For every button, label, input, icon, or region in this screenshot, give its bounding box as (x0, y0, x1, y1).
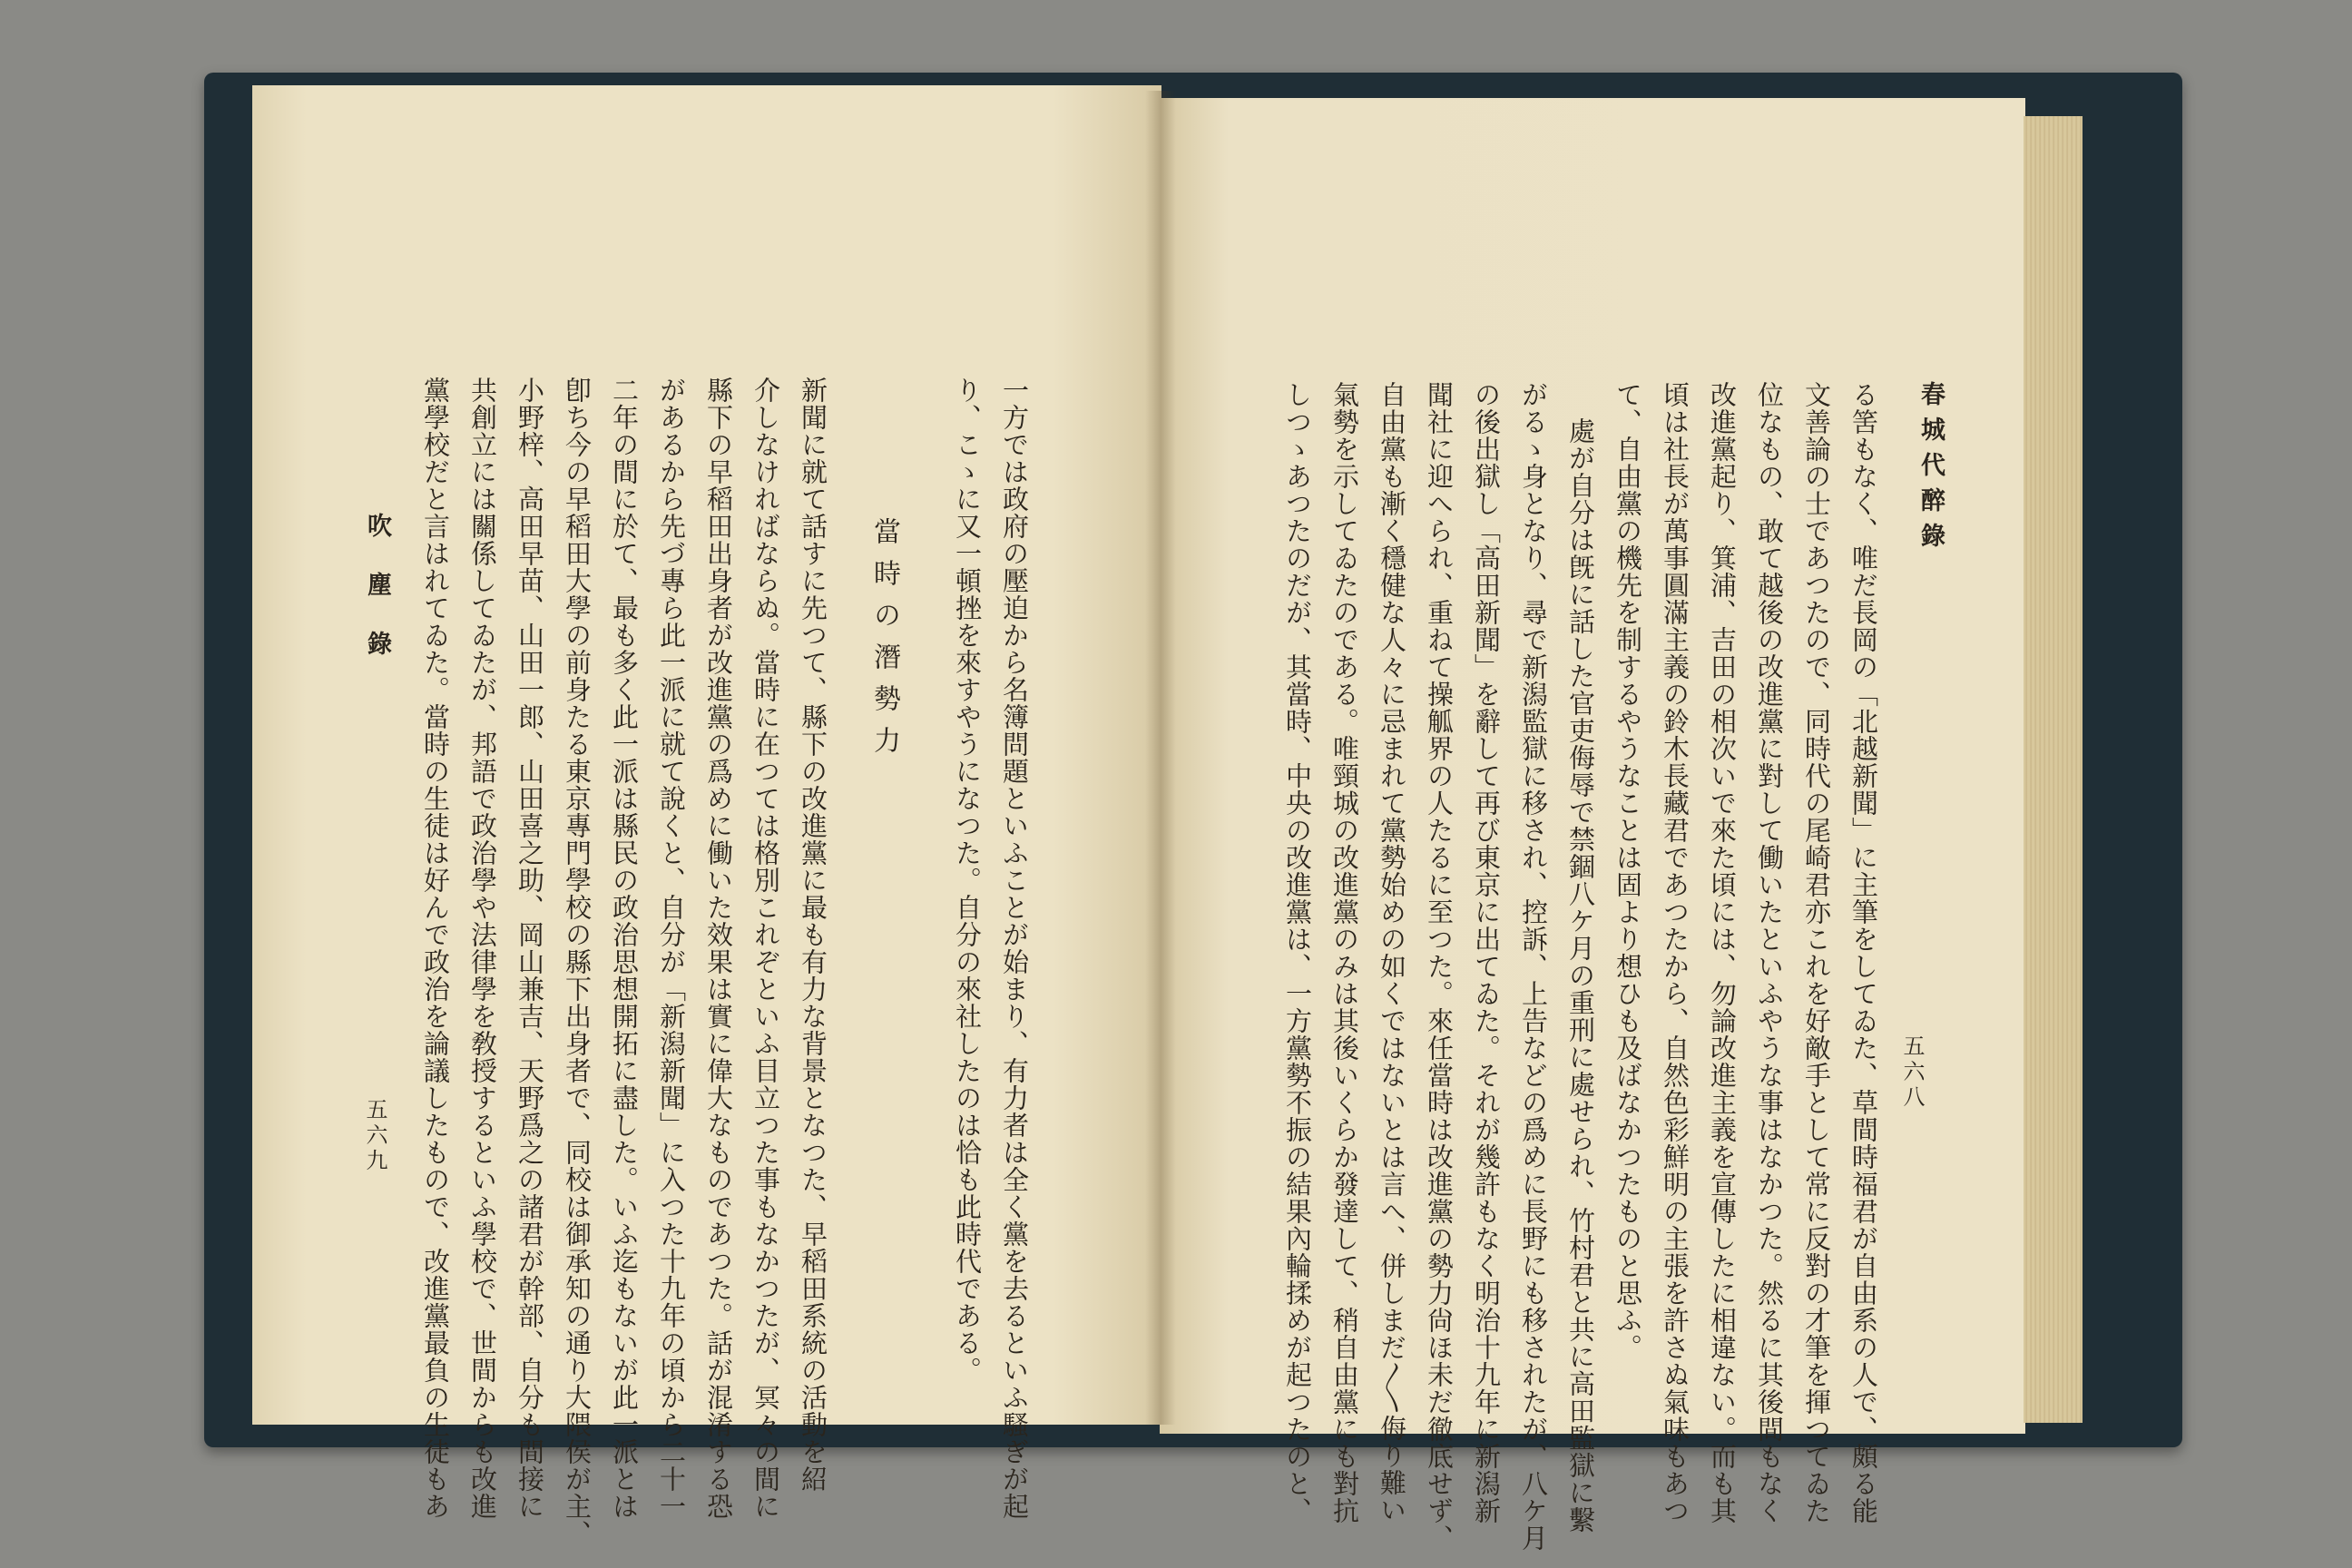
right-line-1: る筈もなく、唯だ長岡の「北越新聞」に主筆をしてゐた、草間時福君が自由系の人で、頗る能 (1848, 381, 1879, 1524)
running-title-right: 春城代醉錄 (1916, 381, 1945, 558)
left-body-line-4: があるから先づ專ら此一派に就て說くと、自分が「新潟新聞」に入つた十九年の頃から二十一 (656, 377, 687, 1520)
left-intro-line-2: り、こゝに又一頓挫を來すやうになつた。自分の來社したのは恰も此時代である。 (952, 377, 983, 1384)
right-line-9: の後出獄し「高田新聞」を辭して再び東京に出てゐた。それが幾許もなく明治十九年に新潟新 (1471, 381, 1502, 1524)
right-line-8: がるゝ身となり、尋で新潟監獄に移され、控訴、上告などの爲めに長野にも移されたが、八ケ月 (1518, 381, 1549, 1552)
left-body-line-7: 小野梓、高田早苗、山田一郎、山田喜之助、岡山兼吉、天野爲之の諸君が幹部、自分も間接に (514, 377, 545, 1520)
page-number-left: 五六九 (362, 1098, 387, 1174)
running-title-left: 吹塵錄 (363, 513, 391, 690)
book-gutter (1145, 91, 1176, 1425)
left-body-line-2: 介しなければならぬ。當時に在つては格別これぞといふ目立つた事もなかつたが、冥々の間に (750, 377, 781, 1520)
left-body-line-3: 縣下の早稻田出身者が改進黨の爲めに働いた效果は實に偉大なものであつた。話が混淆する恐 (703, 377, 734, 1520)
left-body-line-8: 共創立には關係してゐたが、邦語で政治學や法律學を敎授するといふ學校で、世間からも改進 (467, 377, 498, 1520)
section-heading: 當時の潛勢力 (868, 517, 900, 768)
right-line-10: 聞社に迎へられ、重ねて操觚界の人たるに至つた。來任當時は改進黨の勢力尙ほ未だ徹底せず、 (1424, 381, 1455, 1552)
left-body-line-1: 新聞に就て話すに先つて、縣下の改進黨に最も有力な背景となつた、早稻田系統の活動を紹 (798, 377, 828, 1493)
right-line-11: 自由黨も漸く穩健な人々に忌まれて黨勢始めの如くではないとは言へ、併しまだ〳〵侮り難い (1377, 381, 1407, 1524)
right-line-3: 位なもの、敢て越後の改進黨に對して働いたといふやうな事はなかつた。然るに其後間もなく (1754, 381, 1785, 1524)
right-line-7: 處が自分は旣に話した官吏侮辱で禁錮八ケ月の重刑に處せられ、竹村君と共に高田監獄に繫 (1565, 417, 1596, 1534)
page-number-right: 五六八 (1899, 1034, 1925, 1111)
right-line-5: 頃は社長が萬事圓滿主義の鈴木長藏君であつたから、自然色彩鮮明の主張を許さぬ氣味もあつ (1660, 381, 1690, 1524)
left-body-line-6: 卽ち今の早稻田大學の前身たる東京專門學校の縣下出身者で、同校は御承知の通り大隈侯が主、 (562, 377, 593, 1547)
right-line-13: しつゝあつたのだが、其當時、中央の改進黨は、一方黨勢不振の結果內輪揉めが起つたのと、 (1282, 381, 1313, 1524)
left-intro-line-1: 一方では政府の壓迫から名簿問題といふことが始まり、有力者は全く黨を去るといふ騷ぎが起 (999, 377, 1030, 1520)
page-edges (2024, 116, 2082, 1423)
right-line-12: 氣勢を示してゐたのである。唯頸城の改進黨のみは其後いくらか發達して、稍自由黨にも對抗 (1329, 381, 1360, 1524)
left-body-line-9: 黨學校だと言はれてゐた。當時の生徒は好んで政治を論議したもので、改進黨最負の生徒もあ (420, 377, 451, 1520)
right-line-6: て、自由黨の機先を制するやうなことは固より想ひも及ばなかつたものと思ふ。 (1612, 381, 1643, 1361)
right-line-2: 文善論の士であつたので、同時代の尾崎君亦これを好敵手として常に反對の才筆を揮つてゐた (1801, 381, 1832, 1524)
right-line-4: 改進黨起り、箕浦、吉田の相次いで來た頃には、勿論改進主義を宣傳したに相違ない。而も其 (1707, 381, 1738, 1524)
left-body-line-5: 二年の間に於て、最も多く此一派は縣民の政治思想開拓に盡した。いふ迄もないが此一派とは (609, 377, 640, 1520)
